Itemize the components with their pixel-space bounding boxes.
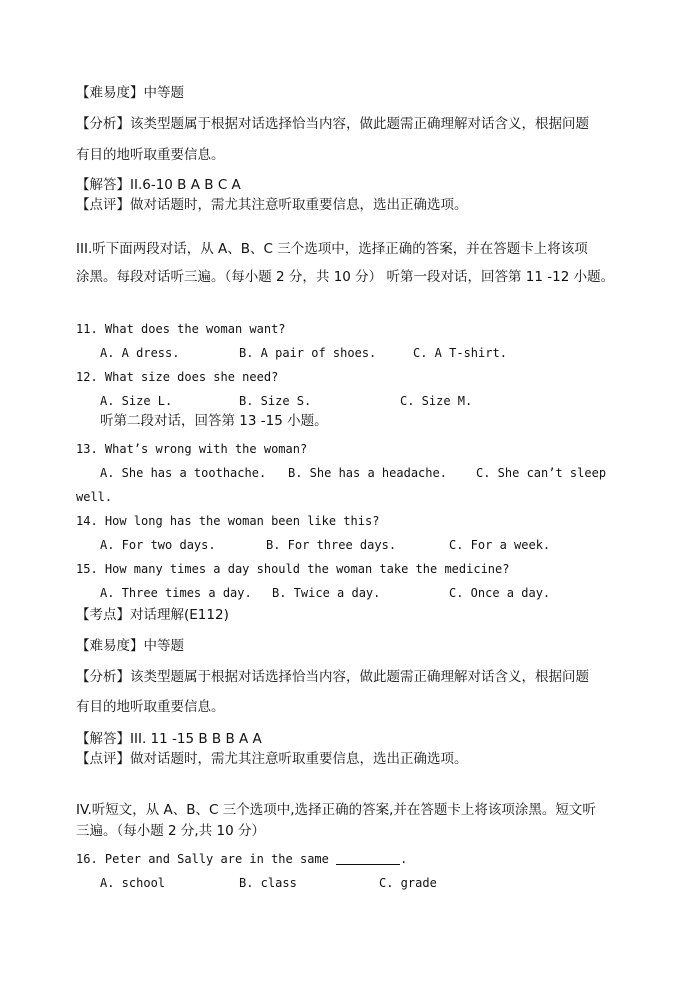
question-11: 11. What does the woman want? bbox=[76, 322, 286, 336]
answer-blank bbox=[336, 852, 400, 865]
question-16 bbox=[76, 850, 407, 868]
option-a: A. She has a toothache. bbox=[100, 466, 267, 480]
dialog-2-instruction: 听第二段对话，回答第 13 -15 小题。 bbox=[100, 413, 328, 429]
option-b: B. She has a headache. bbox=[288, 466, 447, 480]
section4-instruction-2: 三遍。（每小题 2 分,共 10 分） bbox=[76, 823, 265, 839]
question-15: 15. How many times a day should the woman take the medicine? bbox=[76, 562, 510, 576]
option-a: A. For two days. bbox=[100, 538, 216, 552]
answer-line: 【解答】II.6-10 B A B C A bbox=[76, 177, 241, 193]
comment-line: 【点评】做对话题时，需尤其注意听取重要信息，选出正确选项。 bbox=[76, 197, 468, 213]
difficulty-line: 【难易度】中等题 bbox=[76, 85, 184, 101]
option-c: C. Size M. bbox=[400, 394, 473, 408]
difficulty-line: 【难易度】中等题 bbox=[76, 638, 184, 654]
option-b: B. For three days. bbox=[266, 538, 397, 552]
analysis-line-2: 有目的地听取重要信息。 bbox=[76, 147, 225, 163]
question-12: 12. What size does she need? bbox=[76, 370, 279, 384]
option-c: C. Once a day. bbox=[449, 586, 551, 600]
question-16-end: . bbox=[400, 852, 408, 866]
option-a: A. Size L. bbox=[100, 394, 173, 408]
point-line: 【考点】对话理解(E112) bbox=[76, 607, 229, 623]
question-16-stem: 16. Peter and Sally are in the same bbox=[76, 852, 329, 866]
analysis-line-2: 有目的地听取重要信息。 bbox=[76, 699, 225, 715]
option-b: B. class bbox=[239, 876, 297, 890]
comment-line: 【点评】做对话题时，需尤其注意听取重要信息，选出正确选项。 bbox=[76, 751, 468, 767]
option-b: B. A pair of shoes. bbox=[239, 346, 377, 360]
option-a: A. A dress. bbox=[100, 346, 180, 360]
option-c: C. A T-shirt. bbox=[413, 346, 507, 360]
section3-instruction-1: III.听下面两段对话，从 A、B、C 三个选项中，选择正确的答案，并在答题卡上将该项 bbox=[76, 241, 588, 257]
option-c: C. She can’t sleep bbox=[476, 466, 607, 480]
option-b: B. Size S. bbox=[239, 394, 312, 408]
option-a: A. Three times a day. bbox=[100, 586, 252, 600]
question-14: 14. How long has the woman been like this? bbox=[76, 514, 380, 528]
section3-instruction-2: 涂黑。每段对话听三遍。（每小题 2 分，共 10 分） 听第一段对话，回答第 11 -12 小题。 bbox=[76, 269, 615, 285]
option-a: A. school bbox=[100, 876, 166, 890]
option-b: B. Twice a day. bbox=[272, 586, 381, 600]
analysis-line-1: 【分析】该类型题属于根据对话选择恰当内容，做此题需正确理解对话含义，根据问题 bbox=[76, 116, 589, 132]
option-c-continued: well. bbox=[76, 490, 113, 504]
analysis-line-1: 【分析】该类型题属于根据对话选择恰当内容，做此题需正确理解对话含义，根据问题 bbox=[76, 669, 589, 685]
question-16-options bbox=[100, 874, 660, 946]
question-13: 13. What’s wrong with the woman? bbox=[76, 442, 308, 456]
answer-line: 【解答】III. 11 -15 B B B A A bbox=[76, 731, 262, 747]
option-c: C. For a week. bbox=[449, 538, 551, 552]
option-c: C. grade bbox=[379, 876, 437, 890]
section4-instruction-1: IV.听短文，从 A、B、C 三个选项中,选择正确的答案,并在答题卡上将该项涂黑。短文听 bbox=[76, 802, 596, 818]
